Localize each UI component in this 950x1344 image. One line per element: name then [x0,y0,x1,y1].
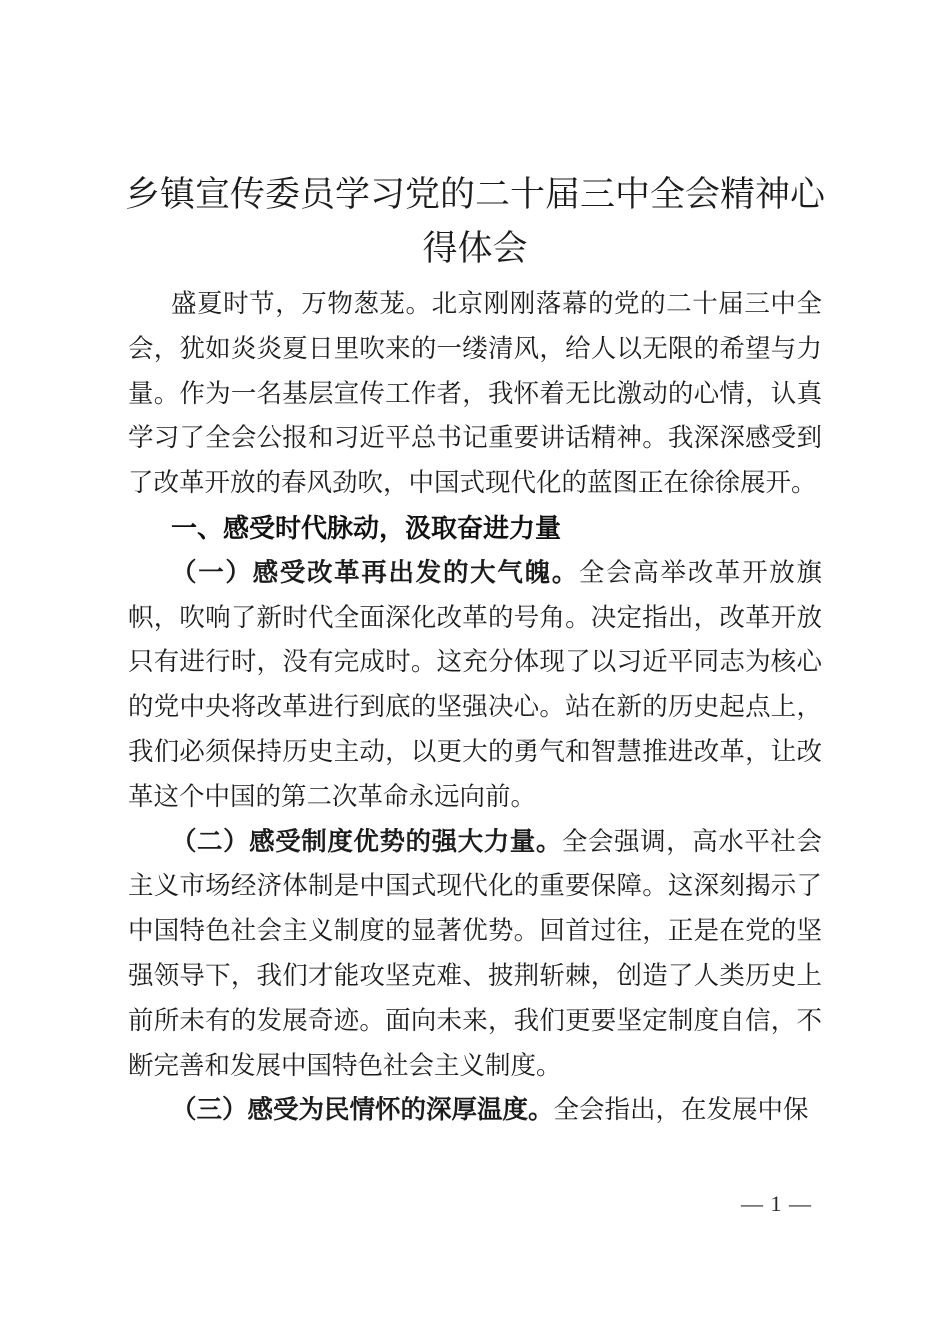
intro-paragraph: 盛夏时节，万物葱茏。北京刚刚落幕的党的二十届三中全会，犹如炎炎夏日里吹来的一缕清风，给人以无限的希望与力量。作为一名基层宣传工作者，我怀着无比激动的心情，认真学习了全会公报和习近平总书记重要讲话精神。我深深感受到了改革开放的春风劲吹，中国式现代化的蓝图正在徐徐展开。 [128,289,822,498]
document-title: 乡镇宣传委员学习党的二十届三中全会精神心得体会 [124,175,825,268]
item-text-1: 全会高举改革开放旗帜，吹响了新时代全面深化改革的号角。决定指出，改革开放只有进行时，没有完成时。这充分体现了以习近平同志为核心的党中央将改革进行到底的坚强决心。站在新的历史起点上，我们必须保持历史主动，以更大的勇气和智慧推进改革，让改革这个中国的第二次革命永远向前。 [128,557,822,811]
item-lead-1: （一）感受改革再出发的大气魄。 [171,557,579,587]
item-paragraph-3 [128,1088,822,1133]
item-lead-2: （二）感受制度优势的强大力量。 [171,826,562,856]
page-number: — 1 — [741,1191,812,1216]
item-text-2: 全会强调，高水平社会主义市场经济体制是中国式现代化的重要保障。这深刻揭示了中国特色社会主义制度的显著优势。回首过往，正是在党的坚强领导下，我们才能攻坚克难、披荆斩棘，创造了人类历史上前所未有的发展奇迹。面向未来，我们更要坚定制度自信，不断完善和发展中国特色社会主义制度。 [128,826,822,1080]
item-text-3: 全会指出，在发展中保 [553,1095,809,1125]
item-lead-3: （三）感受为民情怀的深厚温度。 [171,1095,554,1125]
section-heading: 一、感受时代脉动，汲取奋进力量 [171,512,562,543]
item-paragraph-1 [128,551,822,820]
item-paragraph-2 [128,820,822,1089]
document-content [124,168,825,1133]
